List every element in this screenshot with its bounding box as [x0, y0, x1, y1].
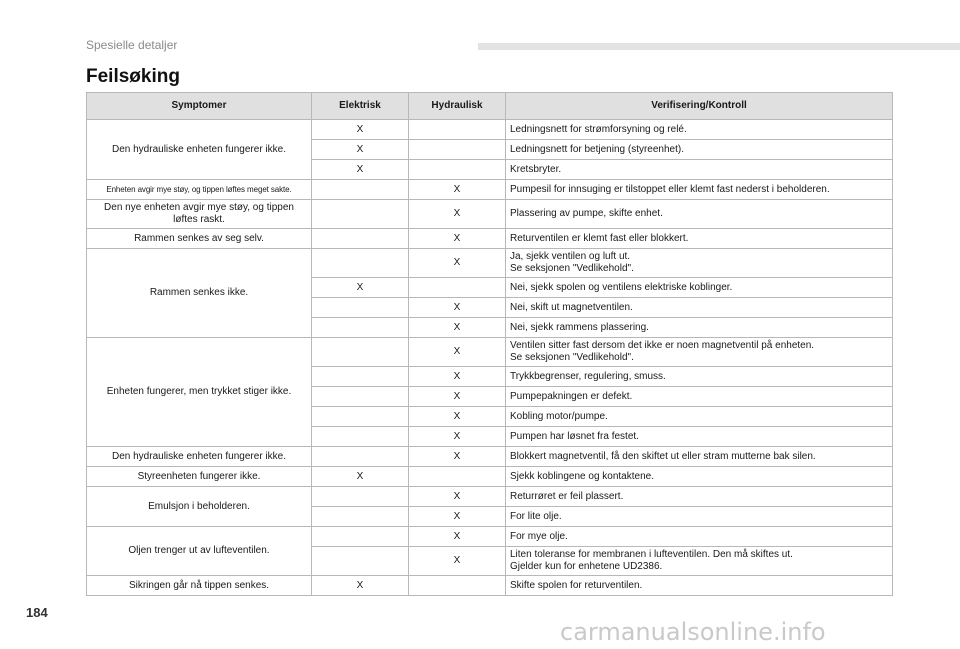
watermark: carmanualsonline.info	[560, 618, 826, 646]
hydraulic-mark-cell	[409, 576, 506, 596]
electric-mark-cell	[312, 527, 409, 547]
column-header-hydraulic: Hydraulisk	[409, 93, 506, 120]
column-header-electric: Elektrisk	[312, 93, 409, 120]
table-row	[87, 527, 893, 547]
verification-cell	[506, 387, 893, 407]
verification-line: Nei, sjekk spolen og ventilens elektriske koblinger.	[510, 281, 733, 293]
table-row	[87, 467, 893, 487]
section-label: Spesielle detaljer	[86, 38, 178, 52]
verification-cell	[506, 576, 893, 596]
electric-mark-cell: X	[312, 160, 409, 180]
verification-line: Returventilen er klemt fast eller blokkert.	[510, 232, 689, 244]
hydraulic-mark-cell: X	[409, 180, 506, 200]
verification-cell	[506, 507, 893, 527]
table-row	[87, 338, 893, 367]
hydraulic-mark-cell: X	[409, 387, 506, 407]
hydraulic-mark-cell: X	[409, 547, 506, 576]
verification-line: Returrøret er feil plassert.	[510, 490, 624, 502]
table-header-row	[87, 93, 893, 120]
hydraulic-mark-cell	[409, 120, 506, 140]
verification-cell	[506, 160, 893, 180]
electric-mark-cell: X	[312, 278, 409, 298]
hydraulic-mark-cell: X	[409, 318, 506, 338]
verification-cell	[506, 229, 893, 249]
symptom-cell: Den hydrauliske enheten fungerer ikke.	[87, 447, 312, 467]
electric-mark-cell	[312, 338, 409, 367]
hydraulic-mark-cell: X	[409, 487, 506, 507]
section-divider-bar	[478, 43, 960, 50]
verification-cell	[506, 140, 893, 160]
verification-cell	[506, 367, 893, 387]
verification-line: Se seksjonen "Vedlikehold".	[510, 263, 634, 274]
verification-line: For lite olje.	[510, 510, 562, 522]
verification-line: Se seksjonen "Vedlikehold".	[510, 352, 634, 363]
symptom-cell: Den hydrauliske enheten fungerer ikke.	[87, 120, 312, 180]
verification-line: Ledningsnett for betjening (styreenhet).	[510, 143, 684, 155]
hydraulic-mark-cell: X	[409, 338, 506, 367]
verification-cell	[506, 427, 893, 447]
verification-cell	[506, 120, 893, 140]
electric-mark-cell	[312, 180, 409, 200]
hydraulic-mark-cell	[409, 278, 506, 298]
verification-cell	[506, 298, 893, 318]
hydraulic-mark-cell: X	[409, 200, 506, 229]
symptom-cell: Enheten fungerer, men trykket stiger ikke.	[87, 338, 312, 447]
table-row	[87, 487, 893, 507]
table-body	[87, 120, 893, 596]
verification-line: Kobling motor/pumpe.	[510, 410, 608, 422]
table-row	[87, 576, 893, 596]
page-number: 184	[26, 605, 48, 620]
symptom-cell: Oljen trenger ut av lufteventilen.	[87, 527, 312, 576]
electric-mark-cell	[312, 487, 409, 507]
troubleshooting-table	[86, 92, 893, 596]
page-title: Feilsøking	[86, 66, 180, 87]
verification-cell	[506, 249, 893, 278]
electric-mark-cell	[312, 427, 409, 447]
hydraulic-mark-cell: X	[409, 249, 506, 278]
symptom-cell: Sikringen går nå tippen senkes.	[87, 576, 312, 596]
verification-cell	[506, 200, 893, 229]
electric-mark-cell	[312, 249, 409, 278]
verification-line: Sjekk koblingene og kontaktene.	[510, 470, 654, 482]
verification-line: Blokkert magnetventil, få den skiftet ut eller stram mutterne bak silen.	[510, 450, 816, 462]
table-row	[87, 180, 893, 200]
verification-line: Trykkbegrenser, regulering, smuss.	[510, 370, 666, 382]
hydraulic-mark-cell: X	[409, 407, 506, 427]
verification-cell	[506, 547, 893, 576]
electric-mark-cell	[312, 229, 409, 249]
verification-line: Nei, sjekk rammens plassering.	[510, 321, 649, 333]
electric-mark-cell	[312, 200, 409, 229]
hydraulic-mark-cell: X	[409, 367, 506, 387]
hydraulic-mark-cell	[409, 160, 506, 180]
symptom-cell: Enheten avgir mye støy, og tippen løftes meget sakte.	[87, 180, 312, 200]
verification-line: Ledningsnett for strømforsyning og relé.	[510, 123, 687, 135]
electric-mark-cell	[312, 507, 409, 527]
electric-mark-cell	[312, 387, 409, 407]
electric-mark-cell	[312, 447, 409, 467]
table-row	[87, 249, 893, 278]
table-row	[87, 120, 893, 140]
hydraulic-mark-cell	[409, 140, 506, 160]
verification-cell	[506, 338, 893, 367]
column-header-symptoms: Symptomer	[87, 93, 312, 120]
verification-line: Pumpepakningen er defekt.	[510, 390, 633, 402]
hydraulic-mark-cell: X	[409, 298, 506, 318]
verification-line: Liten toleranse for membranen i lufteventilen. Den må skiftes ut.	[510, 549, 793, 560]
verification-cell	[506, 278, 893, 298]
column-header-verification: Verifisering/Kontroll	[506, 93, 893, 120]
symptom-cell: Styreenheten fungerer ikke.	[87, 467, 312, 487]
table-row	[87, 447, 893, 467]
electric-mark-cell: X	[312, 576, 409, 596]
verification-line: For mye olje.	[510, 530, 568, 542]
verification-line: Nei, skift ut magnetventilen.	[510, 301, 633, 313]
electric-mark-cell	[312, 407, 409, 427]
hydraulic-mark-cell: X	[409, 527, 506, 547]
electric-mark-cell: X	[312, 140, 409, 160]
verification-line: Gjelder kun for enhetene UD2386.	[510, 561, 663, 572]
verification-cell	[506, 487, 893, 507]
electric-mark-cell	[312, 318, 409, 338]
verification-cell	[506, 180, 893, 200]
electric-mark-cell	[312, 547, 409, 576]
verification-line: Ja, sjekk ventilen og luft ut.	[510, 251, 631, 262]
verification-line: Pumpesil for innsuging er tilstoppet eller klemt fast nederst i beholderen.	[510, 183, 830, 195]
electric-mark-cell	[312, 298, 409, 318]
electric-mark-cell: X	[312, 120, 409, 140]
hydraulic-mark-cell	[409, 467, 506, 487]
verification-line: Pumpen har løsnet fra festet.	[510, 430, 639, 442]
hydraulic-mark-cell: X	[409, 427, 506, 447]
verification-line: Skifte spolen for returventilen.	[510, 579, 643, 591]
verification-line: Ventilen sitter fast dersom det ikke er noen magnetventil på enheten.	[510, 340, 815, 351]
verification-cell	[506, 527, 893, 547]
hydraulic-mark-cell: X	[409, 507, 506, 527]
table-row	[87, 200, 893, 229]
electric-mark-cell: X	[312, 467, 409, 487]
verification-cell	[506, 447, 893, 467]
symptom-cell: Emulsjon i beholderen.	[87, 487, 312, 527]
electric-mark-cell	[312, 367, 409, 387]
verification-cell	[506, 318, 893, 338]
hydraulic-mark-cell: X	[409, 229, 506, 249]
symptom-cell: Rammen senkes av seg selv.	[87, 229, 312, 249]
verification-cell	[506, 467, 893, 487]
symptom-cell: Rammen senkes ikke.	[87, 249, 312, 338]
table-row	[87, 229, 893, 249]
hydraulic-mark-cell: X	[409, 447, 506, 467]
verification-cell	[506, 407, 893, 427]
symptom-cell: Den nye enheten avgir mye støy, og tippen løftes raskt.	[87, 200, 312, 229]
verification-line: Kretsbryter.	[510, 163, 562, 175]
verification-line: Plassering av pumpe, skifte enhet.	[510, 208, 663, 219]
